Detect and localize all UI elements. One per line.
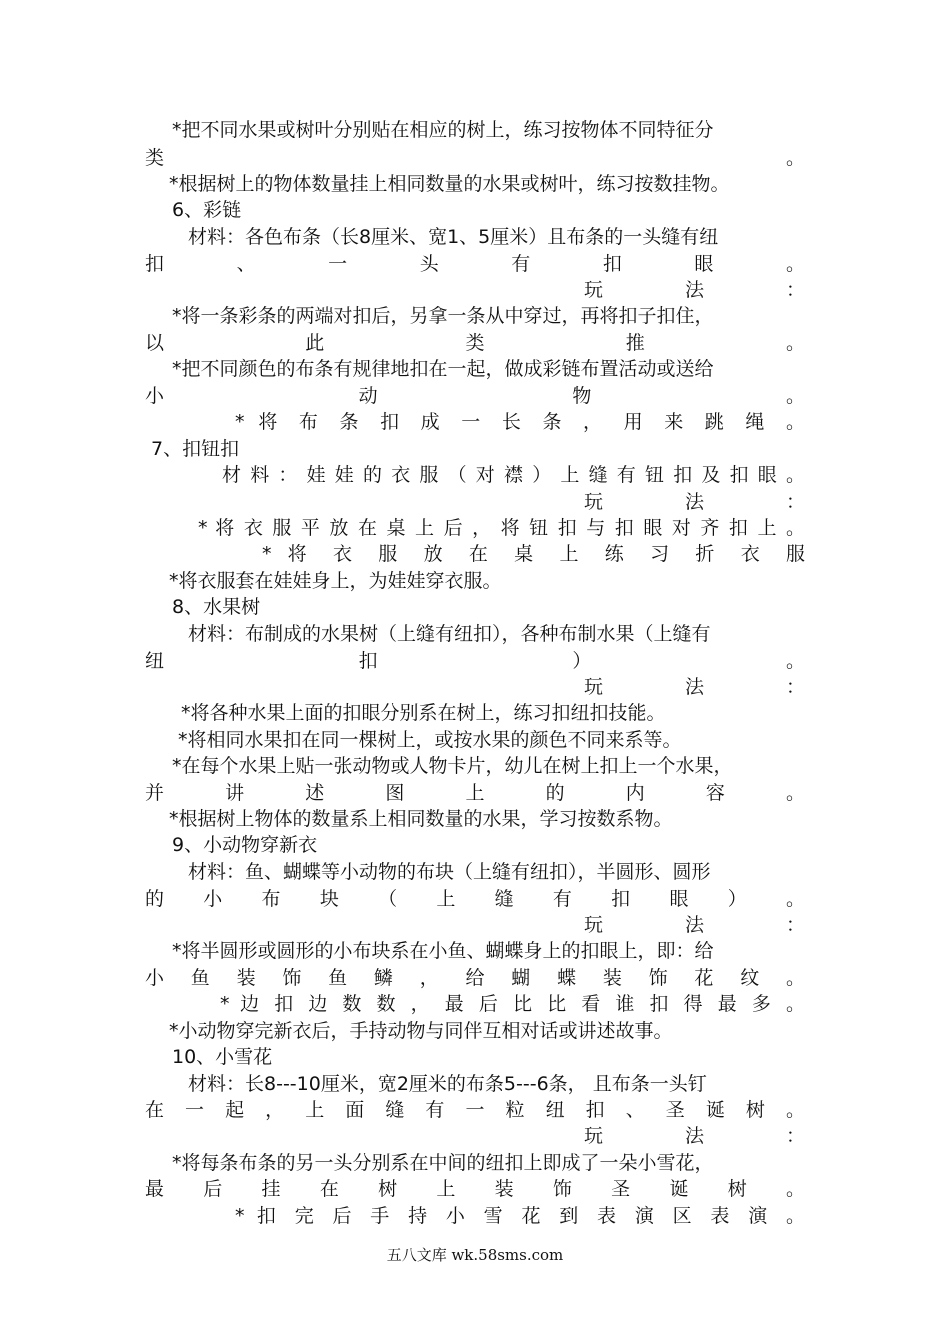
text-line: 并 讲 述 图 上 的 内 容 。 bbox=[145, 782, 805, 804]
text-line: *在每个水果上贴一张动物或人物卡片，幼儿在树上扣上一个水果， bbox=[172, 755, 733, 777]
text-line: *根据树上物体的数量系上相同数量的水果，学习按数系物。 bbox=[169, 808, 673, 830]
text-line: *把不同水果或树叶分别贴在相应的树上，练习按物体不同特征分 bbox=[172, 119, 714, 141]
text-line: 小 动 物 。 bbox=[145, 385, 805, 407]
text-line: 扣 、 一 头 有 扣 眼 。 bbox=[145, 253, 805, 275]
section-heading: 7、扣钮扣 bbox=[151, 438, 240, 460]
text-line: 材 料 ： 娃 娃 的 衣 服 （ 对 襟 ） 上 缝 有 钮 扣 及 扣 眼 。 bbox=[222, 464, 805, 486]
text-line: 以 此 类 推 。 bbox=[145, 332, 805, 354]
text-line: *把不同颜色的布条有规律地扣在一起，做成彩链布置活动或送给 bbox=[172, 358, 714, 380]
text-line: 最 后 挂 在 树 上 装 饰 圣 诞 树 。 bbox=[145, 1178, 805, 1200]
text-line: 的 小 布 块 （ 上 缝 有 扣 眼 ） 。 bbox=[145, 888, 805, 910]
text-line: 材料：长8---10厘米，宽2厘米的布条5---6条， 且布条一头钉 bbox=[188, 1073, 707, 1095]
text-line: 玩 法 ： bbox=[584, 491, 805, 513]
text-line: 在 一 起 ， 上 面 缝 有 一 粒 纽 扣 、 圣 诞 树 。 bbox=[145, 1099, 805, 1121]
section-heading: 10、小雪花 bbox=[172, 1046, 273, 1068]
text-line: *根据树上的物体数量挂上相同数量的水果或树叶，练习按数挂物。 bbox=[169, 173, 730, 195]
section-heading: 8、水果树 bbox=[172, 596, 261, 618]
section-heading: 9、小动物穿新衣 bbox=[172, 834, 318, 856]
text-line: * 将 衣 服 平 放 在 桌 上 后 ， 将 钮 扣 与 扣 眼 对 齐 扣 上 。 bbox=[198, 517, 805, 539]
text-line: 纽 扣 ） 。 bbox=[145, 650, 805, 672]
text-line: *将一条彩条的两端对扣后，另拿一条从中穿过，再将扣子扣住， bbox=[172, 305, 714, 327]
text-line: *将半圆形或圆形的小布块系在小鱼、蝴蝶身上的扣眼上，即：给 bbox=[172, 940, 714, 962]
text-line: * 将 衣 服 放 在 桌 上 练 习 折 衣 服 bbox=[262, 543, 805, 565]
text-line: *将相同水果扣在同一棵树上，或按水果的颜色不同来系等。 bbox=[178, 729, 682, 751]
text-line: *小动物穿完新衣后，手持动物与同伴互相对话或讲述故事。 bbox=[169, 1020, 673, 1042]
text-line: 小 鱼 装 饰 鱼 鳞 ， 给 蝴 蝶 装 饰 花 纹 。 bbox=[145, 967, 805, 989]
text-line: *将每条布条的另一头分别系在中间的纽扣上即成了一朵小雪花， bbox=[172, 1152, 714, 1174]
footer-watermark: 五八文库 wk.58sms.com bbox=[386, 1246, 564, 1264]
text-line: * 边 扣 边 数 数 ， 最 后 比 比 看 谁 扣 得 最 多 。 bbox=[220, 993, 805, 1015]
text-line: 类 。 bbox=[145, 147, 805, 169]
text-line: 玩 法 ： bbox=[584, 676, 805, 698]
section-heading: 6、彩链 bbox=[172, 199, 242, 221]
text-line: 材料：布制成的水果树（上缝有纽扣），各种布制水果（上缝有 bbox=[188, 623, 711, 645]
text-line: 材料：鱼、蝴蝶等小动物的布块（上缝有纽扣），半圆形、圆形 bbox=[188, 861, 711, 883]
text-line: * 将 布 条 扣 成 一 长 条 ， 用 来 跳 绳 。 bbox=[235, 411, 805, 433]
text-line: 材料：各色布条（长8厘米、宽1、5厘米）且布条的一头缝有纽 bbox=[188, 226, 719, 248]
text-line: 玩 法 ： bbox=[584, 914, 805, 936]
text-line: *将各种水果上面的扣眼分别系在树上，练习扣纽扣技能。 bbox=[181, 702, 666, 724]
text-line: 玩 法 ： bbox=[584, 279, 805, 301]
text-line: * 扣 完 后 手 持 小 雪 花 到 表 演 区 表 演 。 bbox=[235, 1205, 805, 1227]
text-line: 玩 法 ： bbox=[584, 1125, 805, 1147]
text-line: *将衣服套在娃娃身上，为娃娃穿衣服。 bbox=[169, 570, 502, 592]
